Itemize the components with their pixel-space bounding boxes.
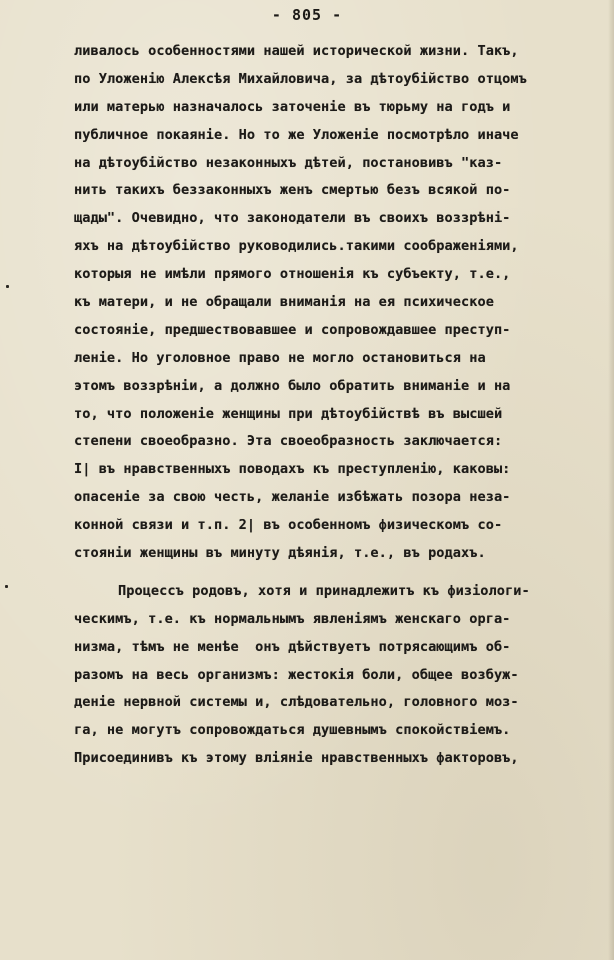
text-line: I| въ нравственныхъ поводахъ къ преступленію, каковы: bbox=[74, 461, 511, 478]
margin-mark bbox=[6, 285, 9, 288]
text-line: опасеніе за свою честь, желаніе избѣжать позора неза- bbox=[74, 489, 511, 506]
text-line: деніе нервной системы и, слѣдовательно, головного моз- bbox=[74, 694, 519, 711]
text-line: низма, тѣмъ не менѣе онъ дѣйствуетъ потрясающимъ об- bbox=[74, 638, 511, 655]
text-line: конной связи и т.п. 2| въ особенномъ физическомъ со- bbox=[74, 517, 503, 534]
paragraph-gap bbox=[74, 568, 610, 578]
text-line: разомъ на весь организмъ: жестокія боли, общее возбуж- bbox=[74, 666, 519, 683]
text-line: яхъ на дѣтоубійство руководились.такими соображеніями, bbox=[74, 238, 519, 255]
text-line: ческимъ, т.е. къ нормальнымъ явленіямъ женскаго орга- bbox=[74, 610, 511, 627]
body-text bbox=[74, 38, 610, 773]
text-line: по Уложенію Алексѣя Михайловича, за дѣтоубійство отцомъ bbox=[74, 70, 527, 87]
page-edge-shadow bbox=[608, 0, 614, 960]
text-line: степени своеобразно. Эта своеобразность заключается: bbox=[74, 433, 503, 450]
margin-mark bbox=[5, 585, 8, 588]
text-line: ливалось особенностями нашей исторической жизни. Такъ, bbox=[74, 43, 519, 59]
text-line: къ матери, и не обращали вниманія на ея психическое bbox=[74, 294, 494, 311]
text-line: леніе. Но уголовное право не могло остановиться на bbox=[74, 349, 486, 366]
text-line: которыя не имѣли прямого отношенія къ субъекту, т.е., bbox=[74, 266, 511, 283]
text-line: нить такихъ беззаконныхъ женъ смертью безъ всякой по- bbox=[74, 182, 511, 199]
text-line: Присоединивъ къ этому вліяніе нравственныхъ факторовъ, bbox=[74, 750, 519, 767]
text-line: щады". Очевидно, что законодатели въ своихъ воззрѣні- bbox=[74, 210, 511, 227]
text-line: этомъ воззрѣніи, а должно было обратить вниманіе и на bbox=[74, 377, 511, 394]
text-line: га, не могутъ сопровождаться душевнымъ спокойствіемъ. bbox=[74, 722, 511, 739]
text-line: Процессъ родовъ, хотя и принадлежитъ къ физіологи- bbox=[118, 582, 530, 599]
paragraph-1 bbox=[74, 38, 610, 568]
text-line: то, что положеніе женщины при дѣтоубійствѣ въ высшей bbox=[74, 405, 503, 422]
text-line: состояніе, предшествовавшее и сопровождавшее преступ- bbox=[74, 321, 511, 338]
text-line: публичное покаяніе. Но то же Уложеніе посмотрѣло иначе bbox=[74, 126, 519, 143]
text-line: или матерью назначалось заточеніе въ тюрьму на годъ и bbox=[74, 98, 511, 115]
page-number: - 805 - bbox=[271, 6, 343, 24]
text-line: стояніи женщины въ минуту дѣянія, т.е., въ родахъ. bbox=[74, 545, 486, 562]
paragraph-2 bbox=[74, 578, 610, 773]
text-line: на дѣтоубійство незаконныхъ дѣтей, постановивъ "каз- bbox=[74, 154, 503, 171]
